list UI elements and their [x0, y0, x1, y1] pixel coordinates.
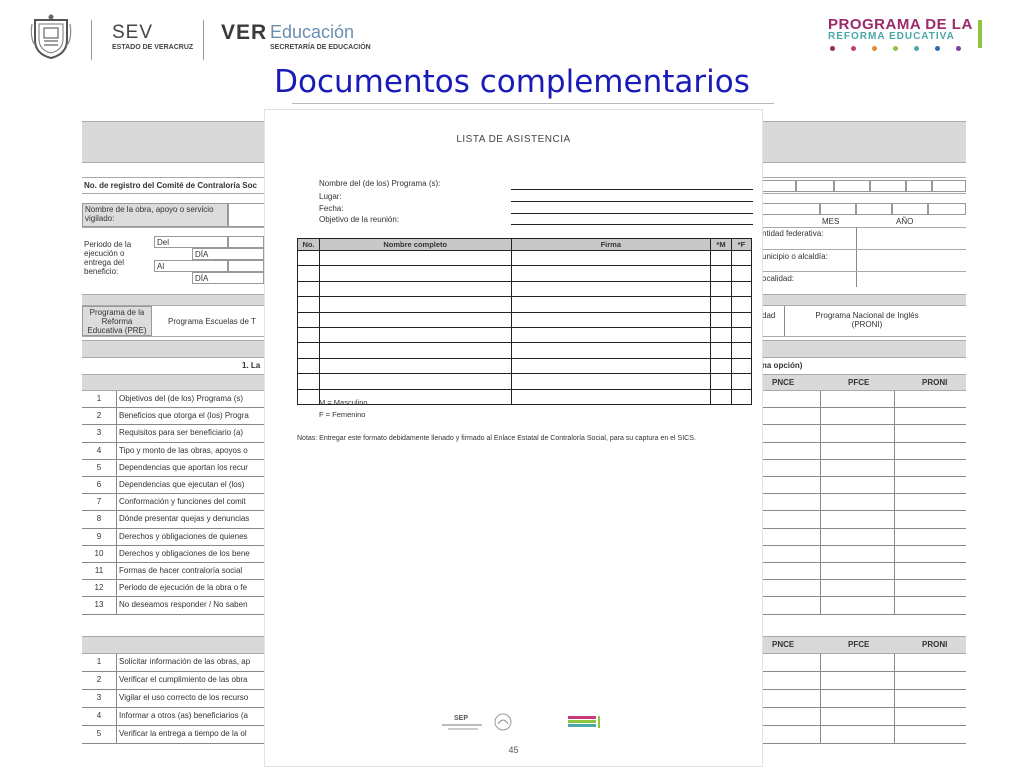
sev-title: SEV: [112, 22, 154, 43]
question-heading-right: na opción): [762, 361, 803, 370]
col-pfce: PFCE: [848, 640, 870, 649]
title-underline: [292, 103, 774, 104]
footer-logos: [440, 710, 610, 736]
attendance-cell: [319, 281, 511, 296]
attendance-cell: [298, 327, 320, 342]
attendance-row: [298, 281, 752, 296]
question-text: Beneficios que otorga el (los) Progra: [119, 411, 249, 421]
pre-logo-dots: [830, 46, 961, 51]
question-number: 3: [96, 428, 102, 438]
question-number: 3: [96, 693, 102, 702]
question-number: 6: [96, 480, 102, 489]
question-number: 12: [94, 583, 104, 593]
attendance-cell: [511, 343, 711, 358]
col-proni: PRONI: [922, 378, 948, 387]
pre-logo-dot: [872, 46, 877, 51]
pre-logo-dot: [893, 46, 898, 51]
attendance-cell: [732, 358, 752, 373]
question-text: Derechos y obligaciones de los bene: [119, 548, 250, 558]
pre-logo-bar: [978, 20, 982, 48]
attendance-cell: [511, 327, 711, 342]
slide-title: Documentos complementarios: [274, 64, 750, 100]
question-text: Verificar el cumplimiento de las obra: [119, 675, 248, 684]
attendance-cell: [711, 297, 732, 312]
attendance-cell: [298, 389, 320, 404]
attendance-cell: [298, 297, 320, 312]
attendance-rows: [298, 251, 752, 405]
veracruz-coat-of-arms-icon: [30, 14, 72, 60]
attendance-cell: [298, 312, 320, 327]
attendance-cell: [319, 358, 511, 373]
question-number: 8: [96, 514, 102, 524]
pre-logo-dot: [851, 46, 856, 51]
del-cell: Del: [154, 236, 228, 248]
attendance-cell: [319, 312, 511, 327]
question-text: Vigilar el uso correcto de los recurso: [119, 693, 249, 702]
mes-label: MES: [822, 217, 840, 226]
attendance-cell: [511, 312, 711, 327]
question-text: No deseamos responder / No saben: [119, 600, 248, 610]
attendance-cell: [711, 281, 732, 296]
attendance-cell: [319, 266, 511, 281]
entidad-label: ntidad federativa:: [762, 229, 824, 238]
svg-text:SEP: SEP: [454, 715, 469, 722]
attendance-cell: [511, 374, 711, 389]
question-text: Dependencias que aportan los recur: [119, 462, 248, 472]
attendance-cell: [711, 251, 732, 266]
attendance-row: [298, 297, 752, 312]
municipio-label: unicipio o alcaldía:: [762, 252, 828, 261]
attendance-cell: [319, 297, 511, 312]
attendance-row: [298, 266, 752, 281]
question-number: 2: [96, 411, 102, 421]
attendance-cell: [711, 266, 732, 281]
attendance-row: [298, 327, 752, 342]
attendance-header-row: [298, 239, 752, 251]
proni-program-label: Programa Nacional de Inglés (PRONI): [815, 311, 919, 329]
attendance-sheet: [265, 110, 762, 766]
pre-logo-dot: [935, 46, 940, 51]
question-number: 5: [96, 462, 102, 472]
attendance-cell: [511, 266, 711, 281]
attendance-cell: [732, 312, 752, 327]
dia-cell: DÍA: [192, 272, 264, 284]
attendance-note: Notas: Entregar este formato debidamente llenado y firmado al Enlace Estatal de Contraloría Social, para su captura en el SICS.: [297, 435, 696, 442]
pre-logo-dot: [830, 46, 835, 51]
question-number: 4: [96, 711, 102, 720]
attendance-cell: [511, 297, 711, 312]
pre-logo-dot: [914, 46, 919, 51]
question-number: 1: [96, 657, 102, 666]
col-pnce: PNCE: [772, 378, 795, 387]
question-heading-left: 1. La: [242, 361, 261, 370]
header-divider: [91, 20, 92, 60]
pre-logo-line1: PROGRAMA DE LA: [828, 16, 973, 33]
page-number: 45: [508, 745, 519, 755]
legend-femenino: F = Femenino: [319, 410, 366, 419]
attendance-cell: [711, 343, 732, 358]
header-divider: [203, 20, 204, 60]
col-pnce: PNCE: [772, 640, 795, 649]
field-objetivo: Objetivo de la reunión:: [319, 215, 400, 224]
attendance-cell: [732, 297, 752, 312]
question-text: Verificar la entrega a tiempo de la ol: [119, 729, 247, 738]
attendance-cell: [298, 266, 320, 281]
question-text: Conformación y funciones del comit: [119, 497, 246, 507]
attendance-cell: [732, 266, 752, 281]
nuevo-modelo-educativo-icon: [568, 716, 600, 728]
field-lugar: Lugar:: [319, 192, 342, 201]
attendance-cell: [711, 312, 732, 327]
question-number: 7: [96, 497, 102, 507]
field-fecha: Fecha:: [319, 204, 344, 213]
attendance-cell: [711, 389, 732, 404]
question-text: Dónde presentar quejas y denuncias: [119, 514, 250, 524]
pre-program-label: Programa de la Reforma Educativa (PRE): [82, 306, 152, 336]
localidad-label: ocalidad:: [762, 274, 795, 283]
legend-masculino: M = Masculino: [319, 398, 368, 407]
attendance-row: [298, 343, 752, 358]
attendance-cell: [711, 358, 732, 373]
attendance-cell: [732, 374, 752, 389]
question-number: 11: [94, 566, 104, 575]
attendance-cell: [319, 374, 511, 389]
question-number: 1: [96, 394, 102, 403]
dia-cell: DÍA: [192, 248, 264, 260]
attendance-cell: [319, 251, 511, 266]
attendance-title: LISTA DE ASISTENCIA: [456, 134, 571, 145]
question-number: 9: [96, 531, 102, 541]
col-firma: Firma: [511, 239, 711, 251]
col-pfce: PFCE: [848, 378, 870, 387]
col-proni: PRONI: [922, 640, 948, 649]
obra-label: Nombre de la obra, apoyo o servicio vigilado:: [82, 203, 228, 227]
col-nombre-completo: Nombre completo: [319, 239, 511, 251]
question-text: Informar a otros (as) beneficiarios (a: [119, 711, 248, 720]
question-text: Dependencias que ejecutan el (los): [119, 480, 245, 489]
question-text: Derechos y obligaciones de quienes: [119, 531, 248, 541]
col-m: *M: [711, 239, 732, 251]
attendance-cell: [732, 343, 752, 358]
educacion-title: Educación: [270, 22, 355, 42]
attendance-cell: [511, 389, 711, 404]
question-number: 4: [96, 445, 102, 455]
attendance-cell: [298, 374, 320, 389]
pre-logo-line2: REFORMA EDUCATIVA: [828, 31, 955, 42]
ver-title: VER: [221, 21, 268, 44]
attendance-cell: [511, 358, 711, 373]
attendance-cell: [298, 343, 320, 358]
attendance-cell: [298, 281, 320, 296]
attendance-cell: [711, 327, 732, 342]
col-f: *F: [732, 239, 752, 251]
attendance-row: [298, 374, 752, 389]
attendance-row: [298, 358, 752, 373]
attendance-cell: [511, 251, 711, 266]
sev-subtitle: ESTADO DE VERACRUZ: [112, 44, 194, 51]
al-cell: Al: [154, 260, 228, 272]
question-number: 13: [94, 600, 104, 610]
attendance-cell: [298, 358, 320, 373]
attendance-cell: [732, 327, 752, 342]
question-number: 2: [96, 675, 102, 684]
question-text: Objetivos del (de los) Programa (s): [119, 394, 244, 403]
attendance-cell: [711, 374, 732, 389]
mexico-eagle-icon: [495, 714, 511, 730]
attendance-cell: [732, 251, 752, 266]
question-number: 5: [96, 729, 102, 738]
field-programa: Nombre del (de los) Programa (s):: [319, 179, 441, 188]
period-label: Periodo de la ejecución o entrega del beneficio:: [84, 240, 132, 276]
attendance-cell: [732, 389, 752, 404]
question-text: Periodo de ejecución de la obra o fe: [119, 583, 248, 593]
attendance-cell: [319, 327, 511, 342]
attendance-cell: [732, 281, 752, 296]
attendance-cell: [319, 343, 511, 358]
attendance-table: [297, 238, 752, 405]
attendance-cell: [298, 251, 320, 266]
question-text: Formas de hacer contraloría social: [119, 566, 243, 575]
sep-logo-icon: [442, 715, 482, 730]
registry-label: No. de registro del Comité de Contraloría Soc: [84, 181, 257, 190]
pre-logo-dot: [956, 46, 961, 51]
attendance-row: [298, 251, 752, 266]
question-text: Tipo y monto de las obras, apoyos o: [119, 445, 248, 455]
programa-reforma-educativa-logo: [828, 16, 998, 56]
attendance-cell: [511, 281, 711, 296]
anio-label: AÑO: [896, 217, 914, 226]
question-text: Requisitos para ser beneficiario (a): [119, 428, 244, 438]
right-program-label: dad: [762, 311, 776, 320]
question-text: Solicitar información de las obras, ap: [119, 657, 251, 666]
question-number: 10: [94, 548, 104, 558]
pet-program-label: Programa Escuelas de T: [168, 317, 256, 326]
attendance-row: [298, 312, 752, 327]
educacion-subtitle: SECRETARÍA DE EDUCACIÓN: [270, 44, 371, 51]
col-no: No.: [298, 239, 320, 251]
slide-header: [0, 0, 1024, 62]
